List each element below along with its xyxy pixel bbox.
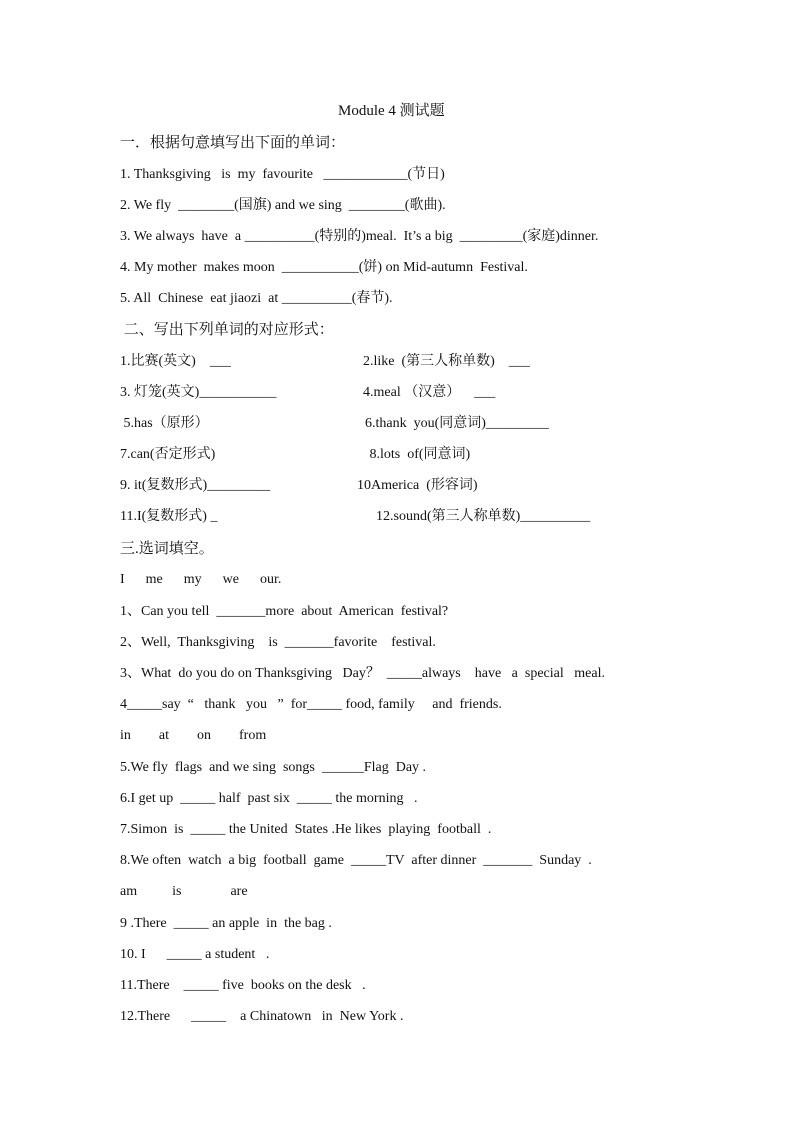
word-bank: in at on from [120, 728, 267, 743]
fill-in-item: 8.We often watch a big football game _____TV after dinner _______ Sunday . [120, 853, 592, 868]
exercise-item: 3. We always have a __________(特别的)meal. It’s a big _________(家庭)dinner. [120, 229, 599, 244]
section-3-heading: 三.选词填空。 [120, 541, 214, 557]
fill-in-item: 5.We fly flags and we sing songs ______Flag Day . [120, 760, 427, 775]
word-form-item: 8.lots of(同意词) [366, 447, 471, 462]
exercise-item: 2. We fly ________(国旗) and we sing ________(歌曲). [120, 198, 446, 213]
fill-in-item: 4_____say “ thank you ” for_____ food, family and friends. [120, 697, 502, 712]
fill-in-item: 3、What do you do on Thanksgiving Day？ _____always have a special meal. [120, 666, 605, 681]
fill-in-item: 12.There _____ a Chinatown in New York . [120, 1009, 404, 1024]
fill-in-item: 2、Well, Thanksgiving is _______favorite festival. [120, 635, 436, 650]
exercise-item: 1. Thanksgiving is my favourite ____________(节日) [120, 167, 445, 182]
word-form-item: 6.thank you(同意词)_________ [365, 416, 549, 431]
word-bank: am is are [120, 884, 248, 899]
section-2-heading: 二、写出下列单词的对应形式： [120, 322, 334, 338]
exercise-item: 5. All Chinese eat jiaozi at __________(春节). [120, 291, 393, 306]
word-form-item: 7.can(否定形式) [120, 447, 216, 462]
fill-in-item: 10. I _____ a student . [120, 947, 270, 962]
word-form-item: 1.比赛(英文) ___ [120, 354, 231, 369]
word-form-item: 3. 灯笼(英文)___________ [120, 385, 277, 400]
exercise-item: 4. My mother makes moon ___________(饼) on Mid-autumn Festival. [120, 260, 528, 275]
word-form-item: 2.like (第三人称单数) ___ [363, 354, 530, 369]
fill-in-item: 7.Simon is _____ the United States .He likes playing football . [120, 822, 492, 837]
fill-in-item: 1、Can you tell _______more about American festival? [120, 604, 449, 619]
word-bank: I me my we our. [120, 572, 282, 587]
word-form-item: 4.meal （汉意） ___ [363, 385, 496, 400]
word-form-item: 5.has（原形） [120, 416, 209, 431]
word-form-item: 12.sound(第三人称单数)__________ [376, 509, 591, 524]
fill-in-item: 11.There _____ five books on the desk . [120, 978, 366, 993]
fill-in-item: 6.I get up _____ half past six _____ the morning . [120, 791, 418, 806]
page-title: Module 4 测试题 [338, 103, 445, 119]
fill-in-item: 9 .There _____ an apple in the bag . [120, 916, 332, 931]
word-form-item: 11.I(复数形式) _ [120, 509, 218, 524]
section-1-heading: 一．根据句意填写出下面的单词： [120, 135, 346, 151]
word-form-item: 10America (形容词) [357, 478, 478, 493]
word-form-item: 9. it(复数形式)_________ [120, 478, 271, 493]
